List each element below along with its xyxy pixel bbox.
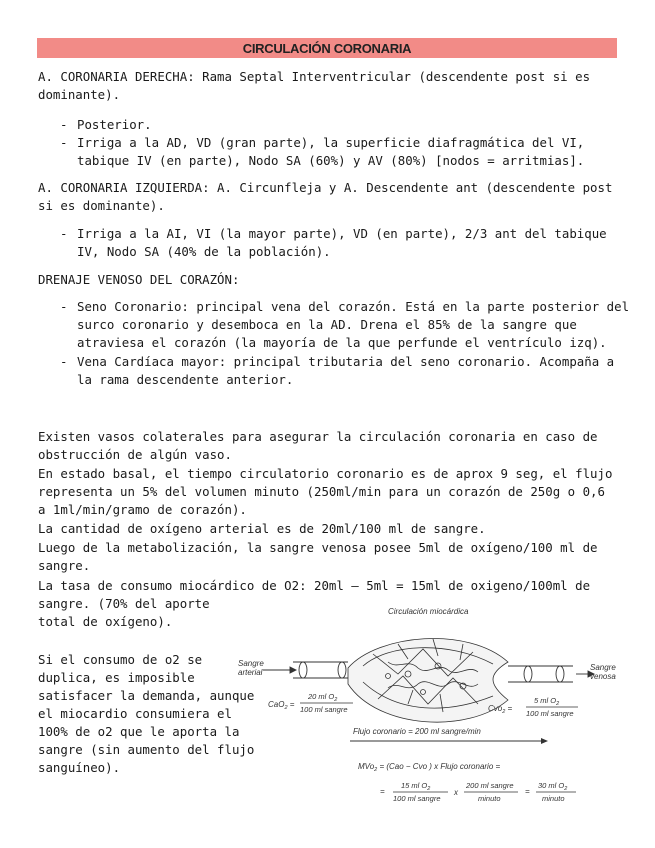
doubled-consumption-paragraph: Si el consumo de o2 se duplica, es imposible satisfacer la demanda, aunque el miocardio consumiera el 100% de o2 que le aporta la sangre (sin aumento del flujo sanguíneo). <box>38 652 255 775</box>
svg-text:100 ml sangre: 100 ml sangre <box>526 709 574 718</box>
diagram-title: Circulación miocárdica <box>388 607 469 616</box>
capillary-network-illustration <box>348 638 508 722</box>
arterial-blood-label-1: Sangre <box>238 659 264 668</box>
myocardial-circulation-diagram <box>238 604 620 814</box>
venous-vessel <box>508 666 594 682</box>
svg-text:Flujo coronario = 200 ml sangr: Flujo coronario = 200 ml sangre/min <box>353 727 481 736</box>
svg-text:5 ml O2: 5 ml $O_2$ <box>534 696 560 707</box>
venous-oxygen-paragraph: Luego de la metabolización, la sangre venosa posee 5ml de oxígeno/100 ml de sangre. <box>38 540 598 573</box>
arterial-oxygen-line: La cantidad de oxígeno arterial es de 20ml/100 ml de sangre. <box>38 521 486 536</box>
mvo2-formula <box>358 762 576 803</box>
consumption-rate-line-2: sangre. (70% del aporte <box>38 596 210 611</box>
collateral-vessels-paragraph: Existen vasos colaterales para asegurar la circulación coronaria en caso de obstrucción de algún vaso. <box>38 429 598 462</box>
consumption-rate-line: La tasa de consumo miocárdico de O2: 20ml – 5ml = 15ml de oxigeno/100ml de <box>38 578 591 593</box>
svg-text:Cvo2 =: Cvo$_2$ = <box>488 704 513 715</box>
right-coronary-bullet-1: - Posterior. <box>60 116 633 134</box>
venous-drainage-bullet-1: - Seno Coronario: principal vena del corazón. Está en la parte posterior del surco coronario y desemboca en la AD. Drena el 85% de la sangre que atraviesa el corazón (la mayoría de la que perfunde el ventrículo izq). <box>60 298 633 352</box>
basal-state-paragraph: En estado basal, el tiempo circulatorio coronario es de aprox 9 seg, el flujo representa un 5% del volumen minuto (250ml/min para un corazón de 250g o 0,6 a 1ml/min/gramo de corazón). <box>38 466 613 517</box>
consumption-rate-line-3: total de oxígeno). <box>38 614 173 629</box>
cao2-formula <box>268 692 353 714</box>
left-coronary-bullet-1: - Irriga a la AI, VI (la mayor parte), VD (en parte), 2/3 ant del tabique IV, Nodo SA (40% de la población). <box>60 225 633 261</box>
venous-blood-label-2: venosa <box>590 672 616 681</box>
svg-text:minuto: minuto <box>542 794 565 803</box>
page-title: CIRCULACIÓN CORONARIA <box>242 41 412 56</box>
svg-text:100 ml sangre: 100 ml sangre <box>393 794 441 803</box>
arterial-vessel <box>263 662 348 678</box>
svg-text:=: = <box>525 787 530 796</box>
svg-text:100 ml sangre: 100 ml sangre <box>300 705 348 714</box>
arterial-blood-label-2: arterial <box>238 668 263 677</box>
svg-text:30 ml O2: 30 ml $O_2$ <box>538 781 568 792</box>
svg-text:15 ml O2: 15 ml $O_2$ <box>401 781 431 792</box>
right-coronary-paragraph: A. CORONARIA DERECHA: Rama Septal Interventricular (descendente post si es dominante). <box>38 69 591 102</box>
venous-drainage-bullet-2: - Vena Cardíaca mayor: principal tributaria del seno coronario. Acompaña a la rama descendente anterior. <box>60 353 633 389</box>
title-banner <box>37 38 617 58</box>
venous-drainage-heading: DRENAJE VENOSO DEL CORAZÓN: <box>38 272 240 287</box>
svg-text:200 ml sangre: 200 ml sangre <box>466 781 514 790</box>
left-coronary-paragraph: A. CORONARIA IZQUIERDA: A. Circunfleja y A. Descendente ant (descendente post si es dominante). <box>38 180 613 213</box>
svg-text:CaO2 =: CaO$_2$ = <box>268 700 295 711</box>
svg-text:MVo2 = (Cao − Cvo ) x Flujo: MVo$_2$ = (Cao − Cvo ) x Flujo coronario = <box>358 762 501 773</box>
svg-text:20 ml O2: 20 ml $O_2$ <box>308 692 338 703</box>
right-coronary-bullet-2: - Irriga a la AD, VD (gran parte), la superficie diafragmática del VI, tabique IV (en parte), Nodo SA (60%) y AV (80%) [nodos = arritmias]. <box>60 134 633 170</box>
svg-text:=: = <box>380 787 385 796</box>
svg-text:minuto: minuto <box>478 794 501 803</box>
svg-text:x: x <box>454 788 458 797</box>
coronary-flow-arrow <box>350 727 548 744</box>
venous-blood-label-1: Sangre <box>590 663 616 672</box>
